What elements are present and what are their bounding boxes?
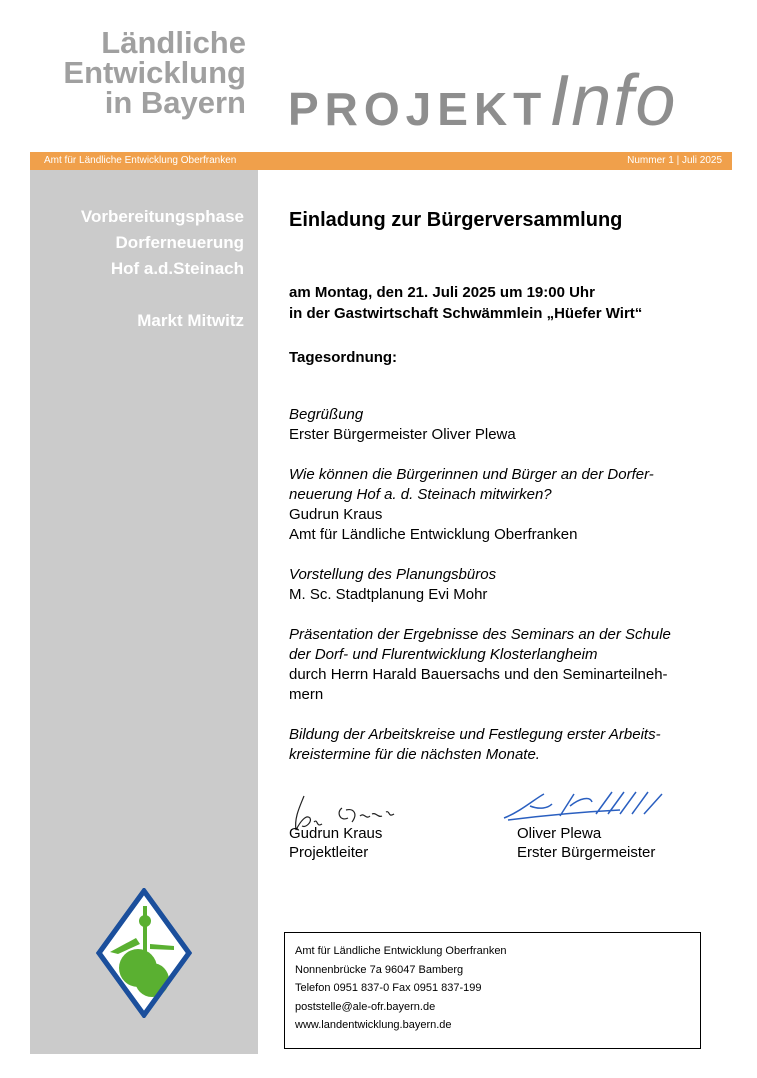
signer-role: Projektleiter bbox=[289, 844, 369, 861]
agenda-topic: Vorstellung des Planungsbüros bbox=[289, 566, 497, 583]
signature-left bbox=[289, 824, 382, 862]
agenda-topic: neuerung Hof a. d. Steinach mitwirken? bbox=[289, 486, 552, 503]
info-word: Info bbox=[549, 61, 678, 141]
address-email: poststelle@ale-ofr.bayern.de bbox=[295, 1000, 436, 1013]
agenda-topic: Bildung der Arbeitskreise und Festlegung erster Arbeits- bbox=[289, 726, 661, 743]
event-location: in der Gastwirtschaft Schwämmlein „Hüefer Wirt“ bbox=[289, 305, 643, 322]
agenda-item bbox=[289, 465, 709, 545]
page-title: Einladung zur Bürgerversammlung bbox=[289, 209, 623, 231]
signer-role: Erster Bürgermeister bbox=[517, 844, 656, 861]
address-website: www.landentwicklung.bayern.de bbox=[295, 1019, 452, 1031]
signature-plewa-icon bbox=[500, 786, 670, 826]
sidebar-line-project: Dorferneuerung bbox=[115, 233, 244, 252]
address-street: Nonnenbrücke 7a 96047 Bamberg bbox=[295, 963, 464, 976]
agenda-speaker: mern bbox=[289, 686, 324, 703]
agenda-heading: Tagesordnung: bbox=[289, 349, 398, 366]
logo-line-1: Ländliche bbox=[101, 25, 246, 60]
sidebar-line-place: Hof a.d.Steinach bbox=[110, 259, 244, 278]
agenda-item bbox=[289, 565, 709, 605]
address-box bbox=[284, 932, 701, 1049]
agenda-topic: Begrüßung bbox=[289, 406, 364, 423]
signer-name: Gudrun Kraus bbox=[289, 825, 383, 842]
sidebar bbox=[30, 170, 258, 1054]
agenda-topic: Präsentation der Ergebnisse des Seminars an der Schule bbox=[289, 626, 671, 643]
signer-name: Oliver Plewa bbox=[517, 825, 602, 842]
event-details bbox=[289, 282, 642, 324]
logo-line-2: Entwicklung bbox=[63, 55, 246, 90]
signature-right bbox=[517, 824, 655, 862]
agenda-speaker: Erster Bürgermeister Oliver Plewa bbox=[289, 426, 516, 443]
sidebar-line-phase: Vorbereitungsphase bbox=[80, 207, 244, 226]
office-name: Amt für Ländliche Entwicklung Oberfranken bbox=[44, 155, 237, 166]
logo-line-3: in Bayern bbox=[104, 85, 246, 120]
agenda-item bbox=[289, 625, 709, 705]
ale-logo-text bbox=[30, 25, 246, 120]
agenda-speaker: durch Herrn Harald Bauersachs und den Seminarteilneh- bbox=[289, 666, 668, 683]
agenda-item bbox=[289, 405, 709, 445]
projekt-word: PROJEKT bbox=[288, 83, 548, 135]
agenda-speaker: M. Sc. Stadtplanung Evi Mohr bbox=[289, 586, 488, 603]
sidebar-line-municipality: Markt Mitwitz bbox=[137, 311, 244, 330]
address-phone: Telefon 0951 837-0 Fax 0951 837-199 bbox=[295, 982, 482, 994]
agenda-topic: kreistermine für die nächsten Monate. bbox=[289, 746, 540, 763]
agenda-speaker: Gudrun Kraus bbox=[289, 506, 383, 523]
ale-emblem-icon bbox=[96, 888, 192, 1018]
agenda-topic: Wie können die Bürgerinnen und Bürger an der Dorfer- bbox=[289, 466, 654, 483]
header-bar bbox=[30, 152, 732, 170]
agenda-topic: der Dorf- und Flurentwicklung Klosterlangheim bbox=[289, 646, 598, 663]
sidebar-text bbox=[81, 204, 244, 334]
event-date: am Montag, den 21. Juli 2025 um 19:00 Uhr bbox=[289, 284, 595, 301]
projekt-info-banner bbox=[288, 60, 677, 142]
agenda-speaker: Amt für Ländliche Entwicklung Oberfranken bbox=[289, 526, 578, 543]
issue-number: Nummer 1 | Juli 2025 bbox=[627, 155, 722, 166]
address-office: Amt für Ländliche Entwicklung Oberfranken bbox=[295, 945, 507, 957]
agenda-item bbox=[289, 725, 709, 765]
